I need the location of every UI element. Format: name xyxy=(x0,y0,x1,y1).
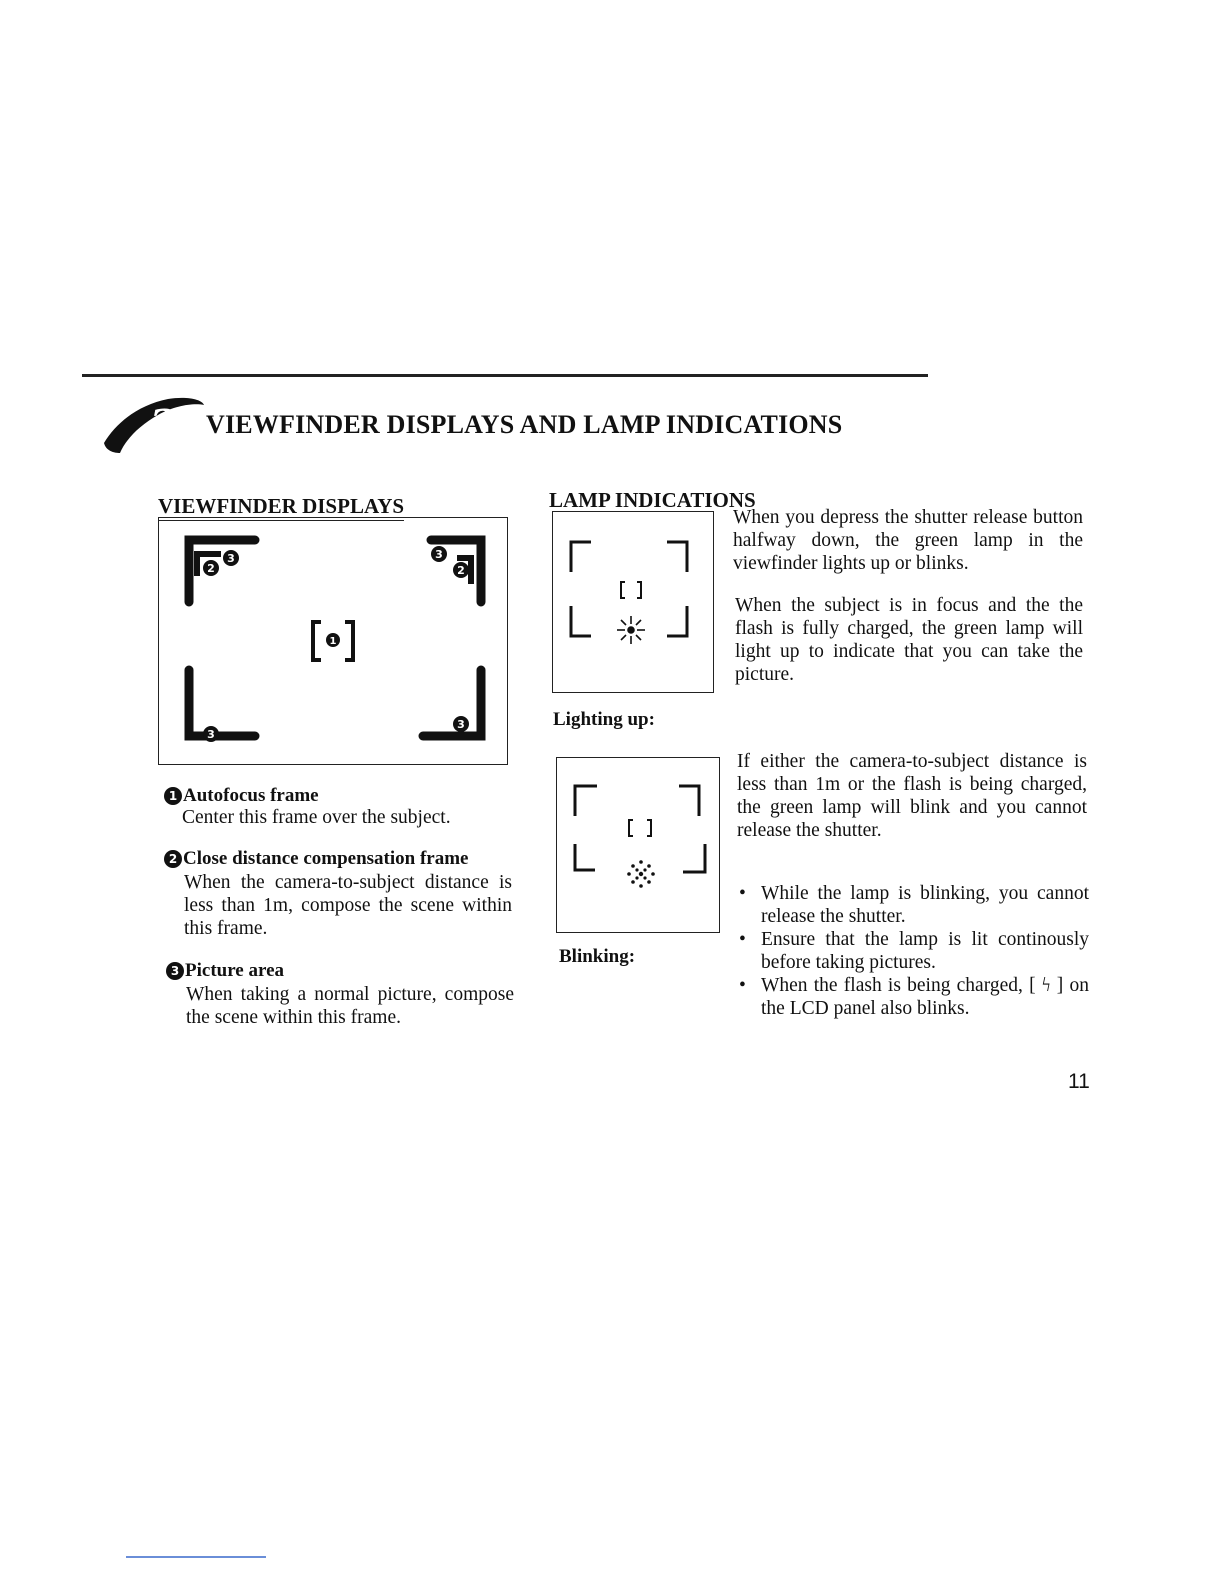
autofocus-frame-right xyxy=(345,622,353,660)
svg-text:3: 3 xyxy=(227,552,235,565)
marker-1 xyxy=(326,633,340,647)
marker-3-tr xyxy=(431,546,447,562)
item-2-text: When the camera-to-subject distance is less than 1m, compose the scene within this frame. xyxy=(184,872,512,939)
picture-area-corner-br xyxy=(423,670,481,736)
item-2-number: 2 xyxy=(164,850,182,868)
chapter-number: 2 xyxy=(150,401,177,446)
page-number: 11 xyxy=(1068,1070,1090,1093)
viewfinder-diagram xyxy=(158,517,508,765)
lamp-blinking-icon xyxy=(627,860,655,888)
item-3-text: When taking a normal picture, compose the scene within this frame. xyxy=(186,984,514,1028)
svg-text:2: 2 xyxy=(207,562,215,575)
item-1-text: Center this frame over the subject. xyxy=(182,807,451,828)
item-3-title: 3 Picture area xyxy=(166,960,284,982)
lamp-notes-list xyxy=(735,882,1089,1020)
item-2-title: 2 Close distance compensation frame xyxy=(164,848,469,870)
lamp-lit-diagram xyxy=(552,511,714,693)
autofocus-frame-left xyxy=(313,622,321,660)
marker-2-tl xyxy=(203,560,219,576)
viewfinder-heading: VIEWFINDER DISPLAYS xyxy=(158,494,404,521)
lamp-note-2: • Ensure that the lamp is lit continously before taking pictures. xyxy=(735,928,1089,974)
svg-text:3: 3 xyxy=(457,718,465,731)
lamp-note-3: • When the flash is being charged, [ ϟ ] on the LCD panel also blinks. xyxy=(735,974,1089,1020)
svg-text:3: 3 xyxy=(435,548,443,561)
lamp-note-1: • While the lamp is blinking, you cannot release the shutter. xyxy=(735,882,1089,928)
marker-3-bl xyxy=(203,726,219,742)
lighting-caption: Lighting up: xyxy=(553,709,655,730)
marker-2-tr xyxy=(453,562,469,578)
top-rule xyxy=(82,374,928,377)
picture-area-corner-bl xyxy=(189,670,255,736)
page-title: VIEWFINDER DISPLAYS AND LAMP INDICATIONS xyxy=(206,410,843,439)
item-1-title: 1 Autofocus frame xyxy=(164,785,319,807)
marker-3-br xyxy=(453,716,469,732)
chapter-emblem-icon xyxy=(98,393,210,459)
marker-3-tl xyxy=(223,550,239,566)
lamp-focus-paragraph: When the subject is in focus and the the flash is fully charged, the green lamp will light up to indicate that you can take the picture. xyxy=(735,595,1083,685)
lamp-lit-icon xyxy=(617,616,645,644)
lamp-heading: LAMP INDICATIONS xyxy=(549,488,756,512)
blinking-caption: Blinking: xyxy=(559,946,636,967)
svg-text:1: 1 xyxy=(329,636,337,647)
lamp-blinking-diagram xyxy=(556,757,720,933)
svg-text:2: 2 xyxy=(457,564,465,577)
lamp-blink-paragraph: If either the camera-to-subject distance is less than 1m or the flash is being charged, the green lamp will blink and you cannot release the shutter. xyxy=(737,751,1087,841)
lamp-intro-paragraph: When you depress the shutter release button halfway down, the green lamp in the viewfinder lights up or blinks. xyxy=(733,507,1083,574)
bottom-rule xyxy=(126,1556,266,1558)
item-3-number: 3 xyxy=(166,962,184,980)
item-1-number: 1 xyxy=(164,787,182,805)
svg-text:3: 3 xyxy=(207,728,215,741)
